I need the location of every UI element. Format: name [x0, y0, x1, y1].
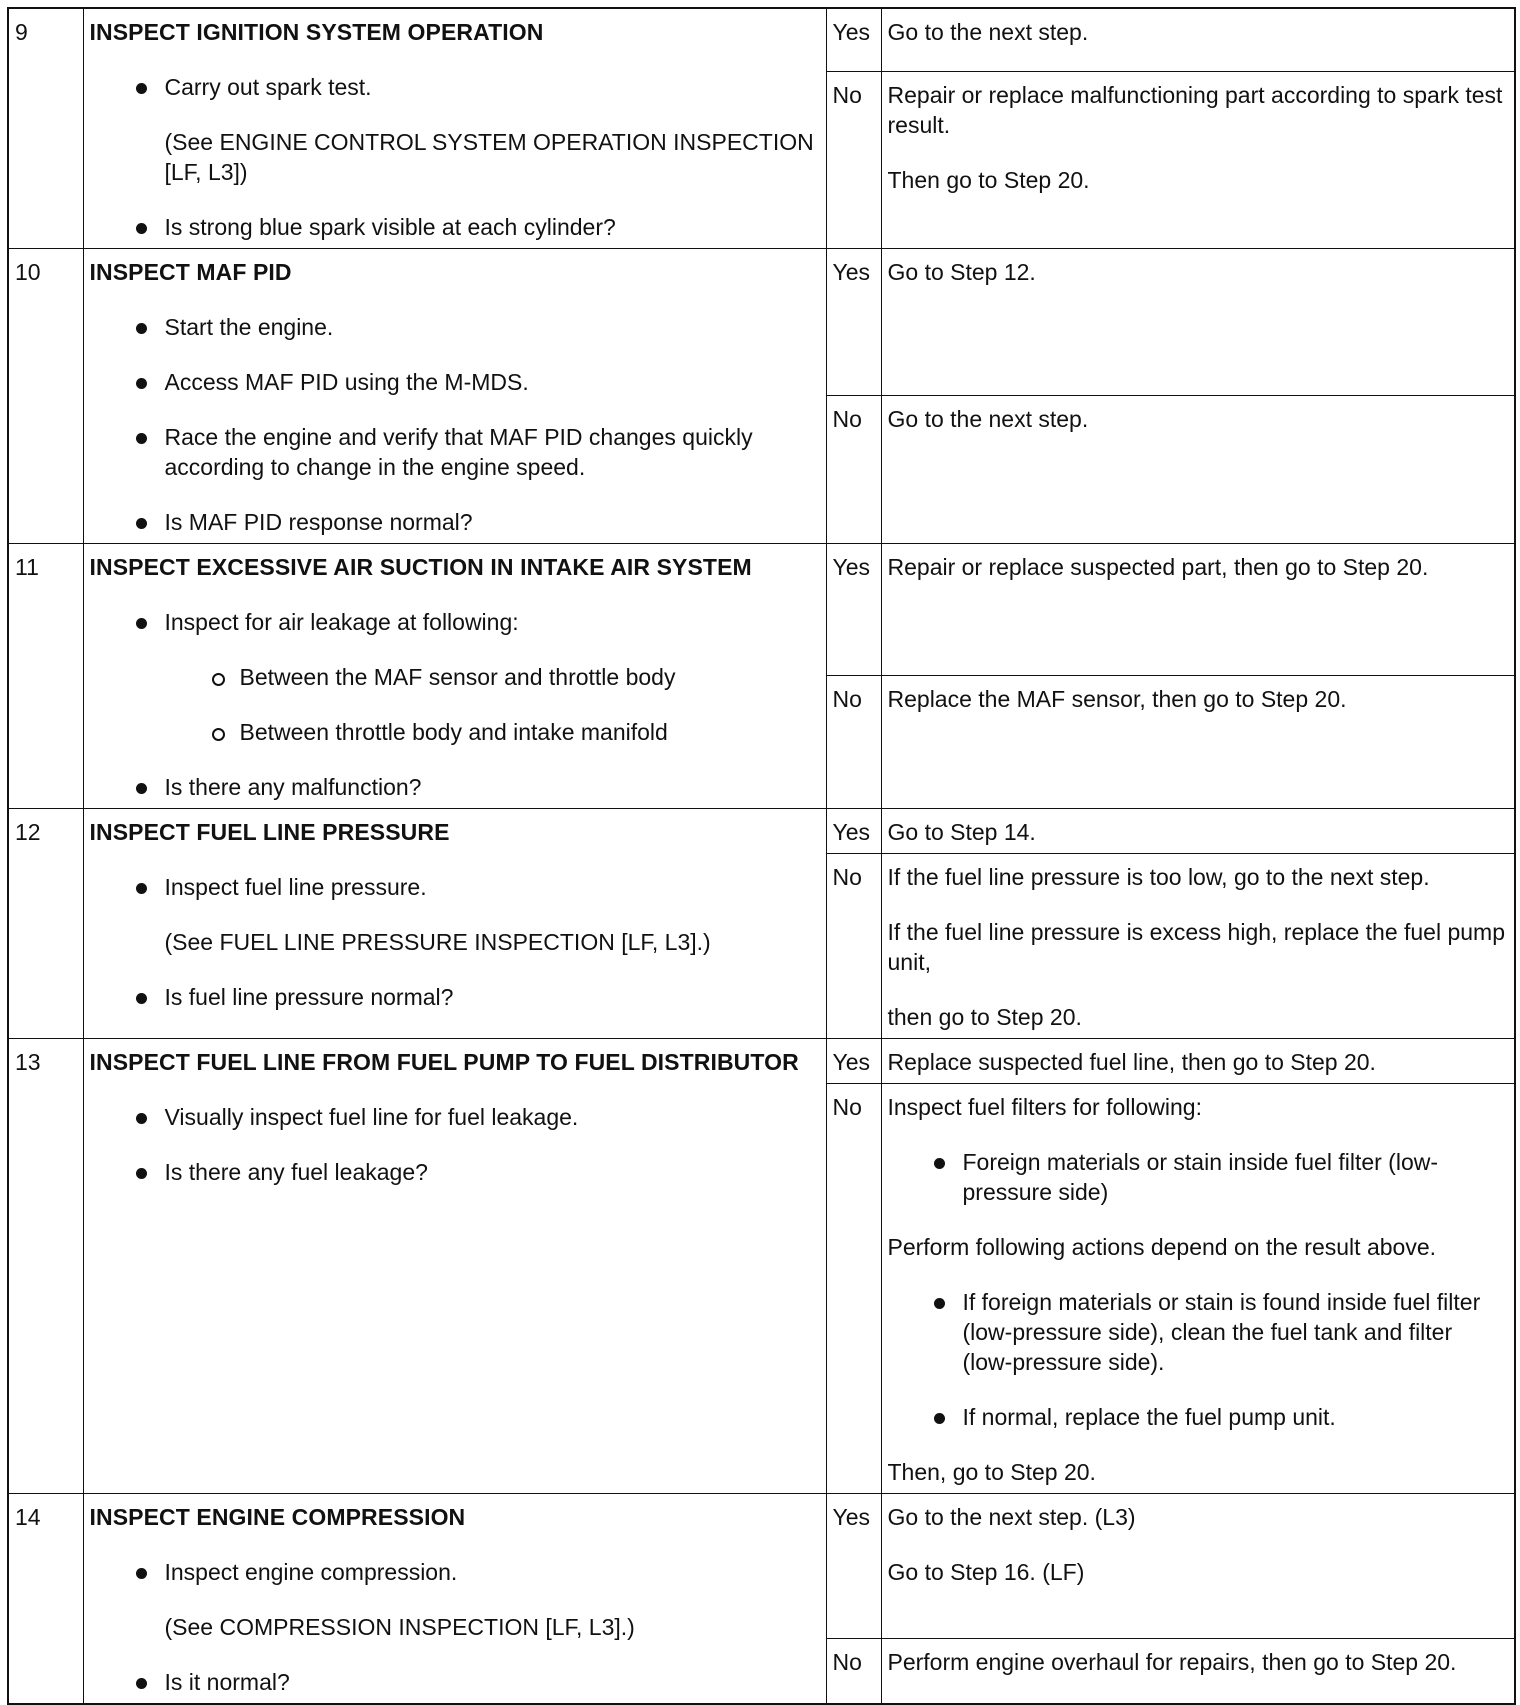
- step-procedure: [83, 1039, 826, 1494]
- procedure-item: Access MAF PID using the M-MDS.: [90, 367, 820, 397]
- no-label: No: [826, 675, 881, 808]
- no-action: If the fuel line pressure is too low, go to the next step. If the fuel line pressure is excess high, replace the fuel pump unit, then go to Step 20.: [881, 854, 1515, 1039]
- no-label: No: [826, 1084, 881, 1494]
- no-label: No: [826, 395, 881, 543]
- no-action: Inspect fuel filters for following: Foreign materials or stain inside fuel filter (low-pressure side) Perform following actions depend on the result above. If foreign materials or stain is found inside fuel filter (low-pressure side), clean the fuel tank and filter (low-pressure side). If normal, replace the fuel pump unit. Then, go to Step 20.: [881, 1084, 1515, 1494]
- step-title: INSPECT EXCESSIVE AIR SUCTION IN INTAKE AIR SYSTEM: [89, 554, 752, 580]
- procedure-subitem: Between the MAF sensor and throttle body: [90, 662, 820, 692]
- procedure-item: Is fuel line pressure normal?: [90, 982, 820, 1012]
- bullet-icon: [136, 1568, 147, 1579]
- procedure-item: Is it normal?: [90, 1667, 820, 1697]
- step-title: INSPECT FUEL LINE FROM FUEL PUMP TO FUEL DISTRIBUTOR: [89, 1049, 799, 1075]
- yes-label: Yes: [826, 809, 881, 854]
- step-row-12-yes: [8, 809, 1515, 854]
- procedure-subitem: Between throttle body and intake manifold: [90, 717, 820, 747]
- step-number: 14: [8, 1494, 83, 1705]
- yes-action: Go to the next step.: [881, 8, 1515, 71]
- circle-bullet-icon: [212, 673, 225, 686]
- yes-action: Go to Step 14.: [881, 809, 1515, 854]
- procedure-note: (See ENGINE CONTROL SYSTEM OPERATION INSPECTION [LF, L3]): [164, 129, 814, 185]
- bullet-icon: [136, 618, 147, 629]
- yes-label: Yes: [826, 8, 881, 71]
- procedure-note: (See COMPRESSION INSPECTION [LF, L3].): [164, 1614, 635, 1640]
- yes-action: Repair or replace suspected part, then go to Step 20.: [881, 544, 1515, 676]
- no-label: No: [826, 71, 881, 248]
- bullet-icon: [136, 993, 147, 1004]
- step-procedure: [83, 8, 826, 249]
- no-action: Perform engine overhaul for repairs, then go to Step 20.: [881, 1639, 1515, 1704]
- procedure-item: Is MAF PID response normal?: [90, 507, 820, 537]
- step-title: INSPECT FUEL LINE PRESSURE: [89, 819, 450, 845]
- procedure-note: (See FUEL LINE PRESSURE INSPECTION [LF, L3].): [164, 929, 711, 955]
- yes-action: Go to Step 12.: [881, 249, 1515, 396]
- bullet-icon: [136, 1113, 147, 1124]
- step-number: 9: [8, 8, 83, 249]
- step-procedure: [83, 1494, 826, 1705]
- procedure-item: Is there any malfunction?: [90, 772, 820, 802]
- yes-label: Yes: [826, 1494, 881, 1639]
- bullet-icon: [136, 883, 147, 894]
- bullet-icon: [136, 1168, 147, 1179]
- step-title: INSPECT ENGINE COMPRESSION: [89, 1504, 466, 1530]
- step-procedure: [83, 544, 826, 809]
- no-action: Go to the next step.: [881, 395, 1515, 543]
- procedure-item: Start the engine.: [90, 312, 820, 342]
- step-row-13-yes: [8, 1039, 1515, 1084]
- step-number: 13: [8, 1039, 83, 1494]
- procedure-item: Inspect for air leakage at following:: [90, 607, 820, 637]
- step-title: INSPECT IGNITION SYSTEM OPERATION: [89, 19, 544, 45]
- yes-label: Yes: [826, 1039, 881, 1084]
- bullet-icon: [136, 323, 147, 334]
- step-row-10-yes: [8, 249, 1515, 396]
- bullet-icon: [934, 1413, 945, 1424]
- procedure-item: Inspect fuel line pressure.: [90, 872, 820, 902]
- procedure-item: Visually inspect fuel line for fuel leakage.: [90, 1102, 820, 1132]
- bullet-icon: [136, 1678, 147, 1689]
- step-number: 11: [8, 544, 83, 809]
- circle-bullet-icon: [212, 728, 225, 741]
- yes-action: Go to the next step. (L3) Go to Step 16. (LF): [881, 1494, 1515, 1639]
- bullet-icon: [136, 378, 147, 389]
- bullet-icon: [136, 518, 147, 529]
- procedure-item: Race the engine and verify that MAF PID changes quickly according to change in the engine speed.: [90, 422, 820, 482]
- step-row-9-yes: [8, 8, 1515, 71]
- step-procedure: [83, 809, 826, 1039]
- yes-label: Yes: [826, 544, 881, 676]
- no-action: Replace the MAF sensor, then go to Step 20.: [881, 675, 1515, 808]
- step-number: 12: [8, 809, 83, 1039]
- bullet-icon: [136, 83, 147, 94]
- yes-label: Yes: [826, 249, 881, 396]
- procedure-item: Carry out spark test.: [90, 72, 820, 102]
- bullet-icon: [934, 1298, 945, 1309]
- step-number: 10: [8, 249, 83, 544]
- bullet-icon: [136, 783, 147, 794]
- step-title: INSPECT MAF PID: [89, 259, 292, 285]
- no-label: No: [826, 1639, 881, 1704]
- procedure-item: Is there any fuel leakage?: [90, 1157, 820, 1187]
- step-procedure: [83, 249, 826, 544]
- step-row-14-yes: [8, 1494, 1515, 1639]
- no-action: Repair or replace malfunctioning part according to spark test result. Then go to Step 20.: [881, 71, 1515, 248]
- no-label: No: [826, 854, 881, 1039]
- bullet-icon: [136, 223, 147, 234]
- step-row-11-yes: [8, 544, 1515, 676]
- bullet-icon: [934, 1158, 945, 1169]
- procedure-item: Inspect engine compression.: [90, 1557, 820, 1587]
- procedure-item: Is strong blue spark visible at each cylinder?: [90, 212, 820, 242]
- troubleshooting-table: [7, 7, 1516, 1705]
- yes-action: Replace suspected fuel line, then go to Step 20.: [881, 1039, 1515, 1084]
- bullet-icon: [136, 433, 147, 444]
